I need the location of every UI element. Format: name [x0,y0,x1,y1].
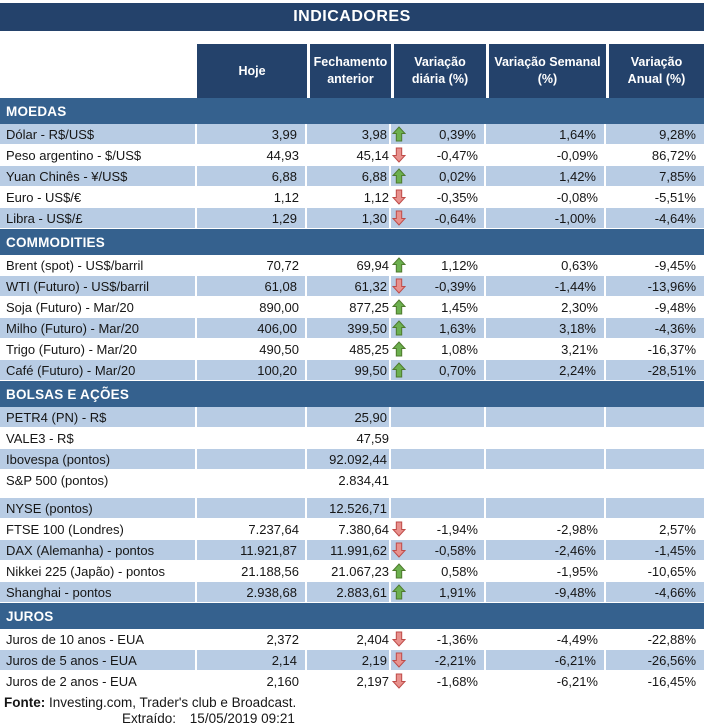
cell-variacao-diaria [391,360,486,381]
cell-variacao-diaria [391,470,486,491]
variacao-diaria-value: 1,91% [439,584,476,600]
cell-hoje [197,407,307,428]
cell-variacao-anual: -10,65% [606,561,704,582]
cell-hoje: 890,00 [197,297,307,318]
cell-variacao-semanal [486,407,606,428]
down-arrow-icon [392,210,407,226]
section-header-bolsas-e-a-es: BOLSAS E AÇÕES [0,381,704,407]
cell-fechamento-anterior: 61,32 [307,276,391,297]
column-header-2: Fechamento anterior [307,44,391,98]
cell-hoje: 44,93 [197,145,307,166]
cell-hoje: 3,99 [197,124,307,145]
cell-variacao-anual: -1,45% [606,540,704,561]
section-header-moedas: MOEDAS [0,98,704,124]
cell-variacao-diaria [391,519,486,540]
cell-variacao-diaria [391,145,486,166]
up-arrow-icon [392,299,407,315]
column-header-5: Variação Anual (%) [606,44,704,98]
cell-variacao-diaria [391,407,486,428]
cell-hoje: 2,372 [197,629,307,650]
row-label: Juros de 10 anos - EUA [0,629,197,650]
cell-fechamento-anterior: 6,88 [307,166,391,187]
cell-variacao-semanal: -1,44% [486,276,606,297]
variacao-diaria-value: -0,58% [434,542,476,558]
table-row [0,297,704,318]
cell-variacao-anual: -16,37% [606,339,704,360]
cell-variacao-anual [606,428,704,449]
cell-fechamento-anterior: 399,50 [307,318,391,339]
cell-fechamento-anterior: 877,25 [307,297,391,318]
table-row [0,650,704,671]
cell-variacao-semanal: -4,49% [486,629,606,650]
variacao-diaria-value: 1,63% [439,320,476,336]
arrow-slot-empty [392,451,407,467]
cell-fechamento-anterior: 2.834,41 [307,470,391,491]
cell-variacao-semanal [486,498,606,519]
table-header-row [0,44,704,98]
extracted-label: Extraído: [122,711,177,726]
cell-variacao-semanal [486,449,606,470]
variacao-diaria-value: 0,58% [441,563,478,579]
row-label: FTSE 100 (Londres) [0,519,197,540]
up-arrow-icon [392,257,407,273]
page-title: INDICADORES [0,3,704,31]
row-label: Café (Futuro) - Mar/20 [0,360,197,381]
table-row [0,671,704,692]
row-label: WTI (Futuro) - US$/barril [0,276,197,297]
row-label: Brent (spot) - US$/barril [0,255,197,276]
cell-fechamento-anterior: 11.991,62 [307,540,391,561]
table-row [0,519,704,540]
header-corner [0,44,197,98]
cell-variacao-anual: -9,45% [606,255,704,276]
source-line [4,695,704,711]
cell-variacao-anual: -28,51% [606,360,704,381]
cell-variacao-semanal: 2,24% [486,360,606,381]
down-arrow-icon [392,147,407,163]
cell-hoje [197,498,307,519]
cell-variacao-anual: -16,45% [606,671,704,692]
row-label: Soja (Futuro) - Mar/20 [0,297,197,318]
arrow-slot-empty [392,500,407,516]
cell-variacao-semanal: -6,21% [486,650,606,671]
row-label: Euro - US$/€ [0,187,197,208]
cell-hoje: 406,00 [197,318,307,339]
cell-variacao-semanal: -0,09% [486,145,606,166]
cell-variacao-anual: -4,66% [606,582,704,603]
cell-variacao-anual [606,449,704,470]
cell-fechamento-anterior: 485,25 [307,339,391,360]
cell-variacao-semanal [486,428,606,449]
row-label: Nikkei 225 (Japão) - pontos [0,561,197,582]
up-arrow-icon [392,584,407,600]
variacao-diaria-value: 0,39% [439,126,476,142]
cell-fechamento-anterior: 1,30 [307,208,391,229]
row-label: PETR4 (PN) - R$ [0,407,197,428]
variacao-diaria-value: 0,70% [439,362,476,378]
row-label: S&P 500 (pontos) [0,470,197,491]
table-row [0,470,704,491]
row-label: Libra - US$/£ [0,208,197,229]
cell-variacao-semanal: -2,46% [486,540,606,561]
cell-variacao-diaria [391,629,486,650]
cell-hoje: 490,50 [197,339,307,360]
variacao-diaria-value: -2,21% [434,652,476,668]
table-row [0,187,704,208]
column-header-1: Hoje [197,44,307,98]
table-row [0,276,704,297]
cell-fechamento-anterior: 47,59 [307,428,391,449]
cell-variacao-anual: -22,88% [606,629,704,650]
cell-variacao-anual: -4,36% [606,318,704,339]
cell-hoje [197,428,307,449]
cell-hoje [197,449,307,470]
row-label: Ibovespa (pontos) [0,449,197,470]
arrow-slot-empty [392,409,407,425]
cell-variacao-diaria [391,561,486,582]
table-row [0,145,704,166]
cell-variacao-diaria [391,124,486,145]
section-header-juros: JUROS [0,603,704,629]
cell-hoje: 7.237,64 [197,519,307,540]
cell-variacao-semanal: 2,30% [486,297,606,318]
table-row [0,407,704,428]
arrow-slot-empty [392,472,407,488]
table-row [0,449,704,470]
table-row [0,208,704,229]
cell-hoje: 61,08 [197,276,307,297]
row-label: Milho (Futuro) - Mar/20 [0,318,197,339]
table-row [0,561,704,582]
variacao-diaria-value: 0,02% [439,168,476,184]
table-row [0,318,704,339]
cell-variacao-anual: 86,72% [606,145,704,166]
cell-hoje: 1,12 [197,187,307,208]
cell-variacao-diaria [391,208,486,229]
cell-variacao-semanal [486,470,606,491]
cell-variacao-semanal: -6,21% [486,671,606,692]
table-row [0,498,704,519]
cell-variacao-diaria [391,582,486,603]
table-body [0,98,704,692]
variacao-diaria-value: 1,12% [441,257,478,273]
cell-fechamento-anterior: 2.883,61 [307,582,391,603]
cell-hoje: 21.188,56 [197,561,307,582]
row-label: Shanghai - pontos [0,582,197,603]
table-row [0,582,704,603]
row-label: DAX (Alemanha) - pontos [0,540,197,561]
cell-variacao-semanal: 0,63% [486,255,606,276]
up-arrow-icon [392,168,407,184]
row-label: NYSE (pontos) [0,498,197,519]
table-row [0,360,704,381]
down-arrow-icon [392,278,407,294]
down-arrow-icon [392,521,407,537]
down-arrow-icon [392,673,407,689]
cell-hoje: 11.921,87 [197,540,307,561]
cell-hoje: 2,160 [197,671,307,692]
cell-variacao-diaria [391,166,486,187]
variacao-diaria-value: -0,35% [436,189,478,205]
row-label: Yuan Chinês - ¥/US$ [0,166,197,187]
cell-hoje: 2,14 [197,650,307,671]
extracted-value: 15/05/2019 09:21 [189,711,295,726]
cell-variacao-diaria [391,339,486,360]
column-header-3: Variação diária (%) [391,44,486,98]
table-row [0,428,704,449]
variacao-diaria-value: -0,39% [434,278,476,294]
up-arrow-icon [392,126,407,142]
down-arrow-icon [392,631,407,647]
up-arrow-icon [392,362,407,378]
table-footer [0,695,704,727]
up-arrow-icon [392,563,407,579]
indicators-report [0,3,704,727]
table-row [0,339,704,360]
cell-fechamento-anterior: 92.092,44 [307,449,391,470]
cell-variacao-semanal: 1,42% [486,166,606,187]
variacao-diaria-value: -1,36% [436,631,478,647]
source-label: Fonte: [4,695,46,710]
cell-fechamento-anterior: 12.526,71 [307,498,391,519]
cell-hoje: 1,29 [197,208,307,229]
row-label: VALE3 - R$ [0,428,197,449]
variacao-diaria-value: 1,08% [441,341,478,357]
cell-variacao-anual [606,407,704,428]
cell-hoje: 6,88 [197,166,307,187]
source-text: Investing.com, Trader's club e Broadcast. [49,695,297,710]
cell-fechamento-anterior: 45,14 [307,145,391,166]
cell-variacao-anual: -13,96% [606,276,704,297]
row-spacer [0,491,704,498]
arrow-slot-empty [392,430,407,446]
cell-variacao-diaria [391,255,486,276]
row-label: Juros de 5 anos - EUA [0,650,197,671]
table-row [0,166,704,187]
cell-hoje: 2.938,68 [197,582,307,603]
table-row [0,629,704,650]
cell-variacao-diaria [391,671,486,692]
variacao-diaria-value: -0,47% [436,147,478,163]
cell-fechamento-anterior: 3,98 [307,124,391,145]
cell-variacao-anual [606,470,704,491]
row-label: Dólar - R$/US$ [0,124,197,145]
cell-hoje: 70,72 [197,255,307,276]
variacao-diaria-value: -0,64% [434,210,476,226]
cell-variacao-anual: -5,51% [606,187,704,208]
cell-variacao-semanal: -1,95% [486,561,606,582]
cell-variacao-semanal: -2,98% [486,519,606,540]
cell-fechamento-anterior: 2,404 [307,629,391,650]
down-arrow-icon [392,189,407,205]
cell-variacao-semanal: 3,18% [486,318,606,339]
table-row [0,255,704,276]
cell-variacao-anual: -26,56% [606,650,704,671]
cell-fechamento-anterior: 7.380,64 [307,519,391,540]
row-label: Peso argentino - $/US$ [0,145,197,166]
cell-fechamento-anterior: 69,94 [307,255,391,276]
down-arrow-icon [392,652,407,668]
cell-variacao-anual: 7,85% [606,166,704,187]
cell-variacao-anual: -4,64% [606,208,704,229]
cell-variacao-semanal: 1,64% [486,124,606,145]
row-label: Trigo (Futuro) - Mar/20 [0,339,197,360]
cell-fechamento-anterior: 21.067,23 [307,561,391,582]
cell-hoje: 100,20 [197,360,307,381]
cell-variacao-diaria [391,449,486,470]
variacao-diaria-value: -1,68% [436,673,478,689]
cell-variacao-diaria [391,276,486,297]
column-header-4: Variação Semanal (%) [486,44,606,98]
row-label: Juros de 2 anos - EUA [0,671,197,692]
section-header-commodities: COMMODITIES [0,229,704,255]
cell-variacao-anual [606,498,704,519]
cell-hoje [197,470,307,491]
cell-variacao-anual: 9,28% [606,124,704,145]
cell-fechamento-anterior: 2,197 [307,671,391,692]
variacao-diaria-value: 1,45% [441,299,478,315]
cell-variacao-anual: -9,48% [606,297,704,318]
up-arrow-icon [392,341,407,357]
up-arrow-icon [392,320,407,336]
cell-variacao-diaria [391,540,486,561]
cell-variacao-semanal: 3,21% [486,339,606,360]
table-row [0,540,704,561]
variacao-diaria-value: -1,94% [436,521,478,537]
cell-variacao-diaria [391,318,486,339]
cell-variacao-anual: 2,57% [606,519,704,540]
cell-variacao-diaria [391,297,486,318]
cell-variacao-semanal: -9,48% [486,582,606,603]
table-row [0,124,704,145]
cell-fechamento-anterior: 99,50 [307,360,391,381]
cell-fechamento-anterior: 25,90 [307,407,391,428]
cell-fechamento-anterior: 2,19 [307,650,391,671]
cell-fechamento-anterior: 1,12 [307,187,391,208]
cell-variacao-diaria [391,428,486,449]
cell-variacao-diaria [391,187,486,208]
cell-variacao-diaria [391,498,486,519]
cell-variacao-semanal: -1,00% [486,208,606,229]
cell-variacao-diaria [391,650,486,671]
cell-variacao-semanal: -0,08% [486,187,606,208]
down-arrow-icon [392,542,407,558]
